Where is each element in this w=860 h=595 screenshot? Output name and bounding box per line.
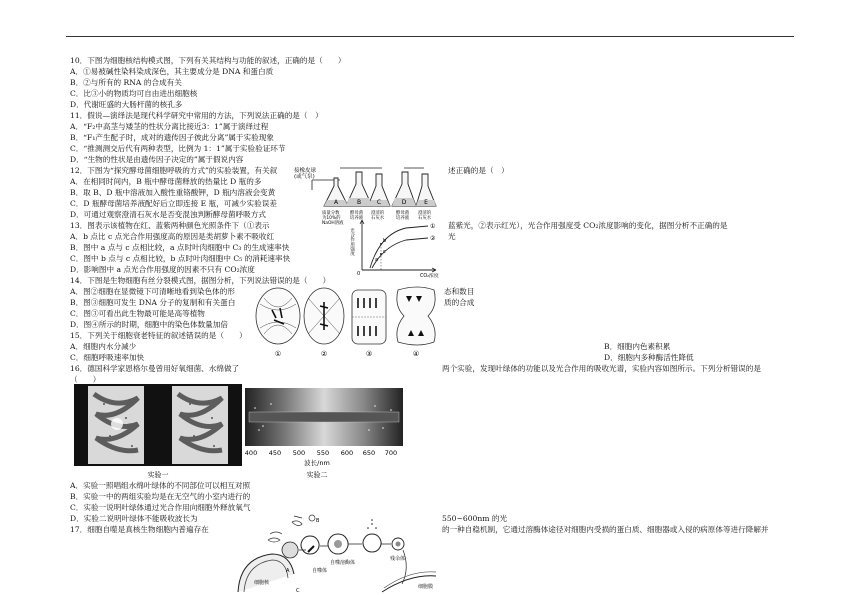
- label-b: B: [316, 518, 320, 524]
- q14-option-b-tail: 质的合成: [444, 298, 475, 307]
- label-a: A: [286, 568, 290, 574]
- q16-stem-line2: （ ）: [70, 375, 101, 384]
- label-c: C: [296, 588, 300, 594]
- q14-option-b: B．图③细胞可发生 DNA 分子的复制和有关蛋白: [70, 298, 236, 307]
- cell-1-label: ①: [274, 350, 282, 358]
- q10-stem: 10．下图为细胞核结构模式图，下列有关其结构与功能的叙述，正确的是（ ）: [70, 56, 346, 65]
- wavelength-tick-650: 650: [362, 449, 376, 457]
- q10-option-b: B．②与所有的 RNA 的合成有关: [70, 78, 182, 87]
- q16-option-c: C．实验一说明叶绿体通过光合作用向细胞外释放氧气: [70, 503, 251, 512]
- q13-stem-continued: 蓝紫光，②表示红光），光合作用强度受 CO₂浓度影响的变化，据图分析不正确的是: [448, 221, 728, 230]
- q14-option-c: C．图③可看出此生物最可能是高等植物: [70, 309, 205, 318]
- q12-option-d: D．可通过观察澄清石灰水是否变混浊判断酵母菌呼吸方式: [70, 210, 266, 219]
- q13-option-d: D．影响图中 a 点光合作用强度的因素不只有 CO₂浓度: [70, 265, 255, 274]
- q14-option-a-tail: 态和数目: [444, 287, 475, 296]
- bottle-b-label: B: [356, 199, 362, 206]
- q10-option-a: A．①易被碱性染料染成深色，其主要成分是 DNA 和蛋白质: [70, 67, 274, 76]
- q17-stem-tail: 的一种自稳机制，它通过溶酶体途径对细胞内受损的蛋白质、细胞器或入侵的病原体等进行降解并: [442, 525, 769, 534]
- experiment-two-spectrum-figure: [245, 384, 405, 480]
- q11-option-b: B．“F₁产生配子时，成对的遗传因子彼此分离”属于实验现象: [70, 133, 274, 142]
- wavelength-tick-600: 600: [340, 449, 354, 457]
- q10-option-c: C．比③小的物质均可自由进出细胞核: [70, 89, 198, 98]
- co2-photosynthesis-graph: [348, 216, 443, 278]
- q16-stem-tail: 两个实验，发现叶绿体的功能以及光合作用的吸收光谱，实验内容如图所示。下列分析错误的是: [442, 364, 761, 373]
- bottle-c-caption: 澄清的石灰水: [371, 211, 385, 222]
- point-b-label: b: [383, 238, 387, 244]
- point-a-label: a: [375, 257, 379, 263]
- q16-stem: 16．德国科学家恩格尔曼曾用好氧细菌、水绵做了: [70, 364, 240, 373]
- q13-option-c: C．图中 b 点与 c 点相比较，b 点时叶肉细胞中 C₅ 的消耗速率快: [70, 254, 291, 263]
- wavelength-tick-700: 700: [384, 449, 398, 457]
- experiment-one-caption: 实验一: [147, 471, 169, 479]
- header-rule: [66, 36, 794, 37]
- q15-option-a: A．细胞内水分减少: [70, 342, 137, 351]
- wavelength-axis-title: 波长/nm: [304, 459, 330, 467]
- q13-option-b: B．图中 a 点与 c 点相比较，a 点时叶肉细胞中 C₃ 的生成速率快: [70, 243, 290, 252]
- q15-stem: 15．下列关于细胞衰老特征的叙述错误的是（ ）: [70, 331, 247, 340]
- q16-option-d: D．实验二说明叶绿体不能吸收波长为: [70, 514, 198, 523]
- autolysosome-label: 自噬溶酶体: [330, 560, 356, 566]
- cell-3-label: ③: [365, 350, 373, 358]
- nucleus-label: 细胞核: [254, 580, 270, 586]
- origin-label: 0: [357, 271, 361, 277]
- q15-option-b: B．细胞内色素积累: [604, 342, 671, 351]
- bottle-e-caption: 澄清的石灰水: [418, 211, 432, 222]
- autophagosome-label: 自噬体: [312, 568, 328, 574]
- q11-option-c: C．“推测测交后代有两种表型，比例为 1：1”属于实验验证环节: [70, 144, 286, 153]
- wavelength-tick-450: 450: [268, 449, 282, 457]
- y-axis-label: 光合作用强度: [349, 228, 355, 256]
- q15-option-c: C．细胞呼吸速率加快: [70, 353, 145, 362]
- bottle-d-caption: 酵母菌培养液: [396, 211, 410, 222]
- q11-stem: 11．假说—演绎法是现代科学研究中常用的方法，下列说法正确的是（ ）: [70, 111, 323, 120]
- bottle-a-label: A: [333, 199, 339, 206]
- q10-option-d: D．代谢旺盛的大肠杆菌的核孔多: [70, 100, 183, 109]
- q11-option-a: A．“F₂中高茎与矮茎的性状分离比接近3：1”属于演绎过程: [70, 122, 269, 131]
- q15-option-d: D．细胞内多种酶活性降低: [604, 353, 694, 362]
- bottle-a-caption: 质量分数为10%的 NaOH溶液: [322, 211, 344, 227]
- experiment-two-caption: 实验二: [306, 471, 328, 479]
- bottle-c-label: C: [376, 199, 382, 206]
- pump-label: [294, 166, 317, 180]
- autophagy-figure: [232, 514, 438, 594]
- cell-4-label: ④: [412, 350, 420, 358]
- wavelength-tick-400: 400: [245, 449, 258, 457]
- q13-option-a-tail: 光: [448, 232, 456, 241]
- wavelength-tick-500: 500: [292, 449, 306, 457]
- curve-2-label: ②: [430, 235, 436, 242]
- q16-option-b: B．实验一中的两组实验均是在无空气的小室内进行的: [70, 492, 251, 501]
- q17-stem: 17．细胞自噬是真核生物细胞内普遍存在: [70, 525, 209, 534]
- q14-option-a: A．图②细胞在显微镜下可清晰地看到染色体的形: [70, 287, 235, 296]
- q14-option-d: D．图④所示的时期，细胞中的染色体数量加倍: [70, 320, 228, 329]
- x-axis-label: CO₂浓度: [420, 274, 439, 278]
- cell-2-label: ②: [320, 350, 328, 358]
- q16-option-a: A．实验一照唱组水绵叶绿体的不同部位可以相互对照: [70, 481, 251, 490]
- q13-stem: 13．图表示该植物在红、蓝紫两种颜色光照条件下（①表示: [70, 221, 270, 230]
- cell-membrane-label: 细胞膜: [418, 584, 434, 590]
- q12-option-b: B．取 B、D 瓶中溶液加入酸性重铬酸钾，D 瓶内溶液会变黄: [70, 188, 276, 197]
- curve-1-label: ①: [430, 223, 436, 230]
- q16-option-d-tail: 550~600nm 的光: [442, 514, 508, 523]
- curve-1: [370, 226, 428, 268]
- q13-option-a: A．b 点比 c 点光合作用强度高的原因是类胡萝卜素不吸收红: [70, 232, 275, 241]
- q12-stem: 12．下图为“探究酵母菌细胞呼吸的方式”的实验装置，有关叙: [70, 166, 278, 175]
- wavelength-tick-550: 550: [316, 449, 330, 457]
- q12-stem-tail: 述正确的是（ ）: [448, 166, 509, 175]
- bottle-b-caption: 酵母菌培养液: [350, 211, 364, 222]
- pump-label-text: 接橡皮球(或气泵): [294, 168, 317, 180]
- bottle-d-label: D: [401, 199, 407, 206]
- curve-2: [372, 238, 428, 268]
- bottle-e-label: E: [424, 199, 428, 206]
- residual-body-label: 残余体: [390, 556, 406, 562]
- mitosis-figure: [252, 284, 438, 358]
- q11-option-d: D．“生物的性状是由遗传因子决定的”属于假说内容: [70, 155, 244, 164]
- experiment-one-figure: [74, 384, 242, 480]
- q12-option-a: A．在相同时间内，B 瓶中酵母菌释放的热量比 D 瓶的多: [70, 177, 262, 186]
- q12-option-c: C．D 瓶酵母菌培养液配好后立即连接 E 瓶，可减少实验误差: [70, 199, 277, 208]
- point-c-label: c: [383, 249, 386, 255]
- q14-stem: 14．下图是生物细胞有丝分裂模式图，据图分析，下列说法错误的是（ ）: [70, 276, 331, 285]
